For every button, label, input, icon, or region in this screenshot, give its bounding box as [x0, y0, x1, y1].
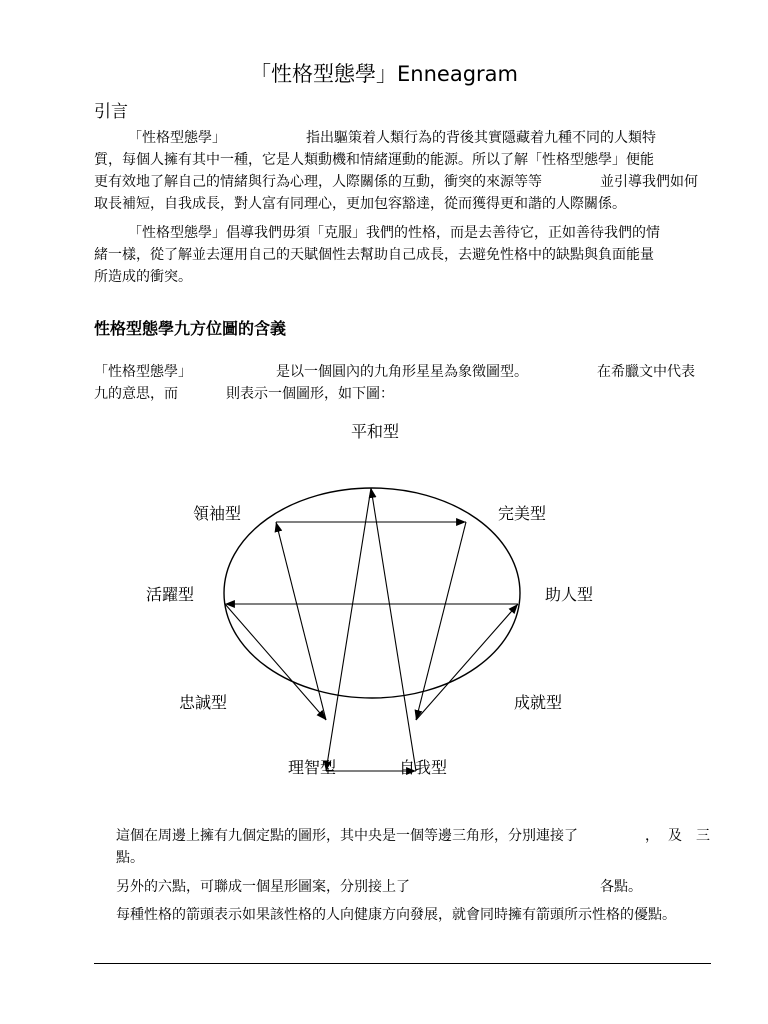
label-perfectionist: 完美型	[498, 504, 547, 523]
intro-p2-line2: 緒一樣，從了解並去運用自己的天賦個性去幫助自己成長，去避免性格中的缺點與負面能量	[94, 247, 654, 263]
intro-p2-line3: 所造成的衝突。	[94, 269, 192, 285]
label-challenger: 領袖型	[193, 504, 242, 523]
label-investigator: 理智型	[288, 758, 337, 777]
label-peacemaker: 平和型	[350, 422, 400, 441]
intro-p1-line1: 指出驅策着人類行為的背後其實隱藏着九種不同的人類特	[306, 130, 656, 146]
section-heading: 性格型態學九方位圖的含義	[94, 319, 287, 338]
label-loyalist: 忠誠型	[179, 693, 228, 712]
section-p-line2b: 則表示一個圖形，如下圖：	[226, 386, 394, 402]
arrow-4-to-2	[416, 604, 518, 720]
footer-rule	[94, 963, 711, 964]
arrow-1-to-4	[416, 522, 466, 720]
section-p-line2a: 九的意思，而	[94, 386, 178, 402]
bottom-p2-b: 各點。	[600, 879, 642, 895]
section-p-term: 「性格型態學」	[94, 364, 192, 380]
intro-p1-line3a: 更有效地了解自己的情緒與行為心理，人際關係的互動，衝突的來源等等	[94, 174, 542, 190]
arrow-9-to-3	[326, 488, 371, 771]
label-helper: 助人型	[545, 585, 594, 604]
intro-p1-line3b: 並引導我們如何	[600, 174, 698, 190]
bottom-p3: 每種性格的箭頭表示如果該性格的人向健康方向發展，就會同時擁有箭頭所示性格的優點。	[116, 907, 676, 923]
bottom-p1-line2: 點。	[116, 850, 144, 866]
bottom-p1-and: 及	[668, 828, 682, 844]
section-p-line1a: 是以一個圓內的九角形星星為象徵圖型。	[276, 364, 528, 380]
intro-p1-line2: 質，每個人擁有其中一種，它是人類動機和情緒運動的能源。所以了解「性格型態學」便能	[94, 152, 654, 168]
label-enthusiast: 活躍型	[146, 585, 195, 604]
intro-p2-line1: 「性格型態學」倡導我們毋須「克服」我們的性格，而是去善待它，正如善待我們的情	[128, 225, 660, 241]
page-title: 「性格型態學」Enneagram	[250, 62, 518, 86]
bottom-p1-three: 三	[696, 828, 710, 844]
bottom-p1-line1: 這個在周邊上擁有九個定點的圖形，其中央是一個等邊三角形，分別連接了	[116, 828, 578, 844]
intro-heading: 引言	[94, 102, 128, 122]
bottom-p2-a: 另外的六點，可聯成一個星形圖案，分別接上了	[116, 879, 410, 895]
label-achiever: 成就型	[514, 693, 563, 712]
enneagram-diagram	[0, 410, 768, 790]
label-individualist: 自我型	[399, 758, 448, 777]
bottom-p1-comma: ，	[645, 828, 659, 844]
arrow-5-to-7	[276, 522, 326, 720]
enneagram-circle	[224, 488, 520, 698]
arrow-6-to-9	[371, 488, 416, 771]
intro-p1-term: 「性格型態學」	[128, 130, 226, 146]
intro-p1-line4: 取長補短，自我成長，對人富有同理心，更加包容豁達，從而獲得更和諧的人際關係。	[94, 196, 626, 212]
section-p-line1b: 在希臘文中代表	[597, 364, 695, 380]
enneagram-svg	[0, 410, 768, 790]
